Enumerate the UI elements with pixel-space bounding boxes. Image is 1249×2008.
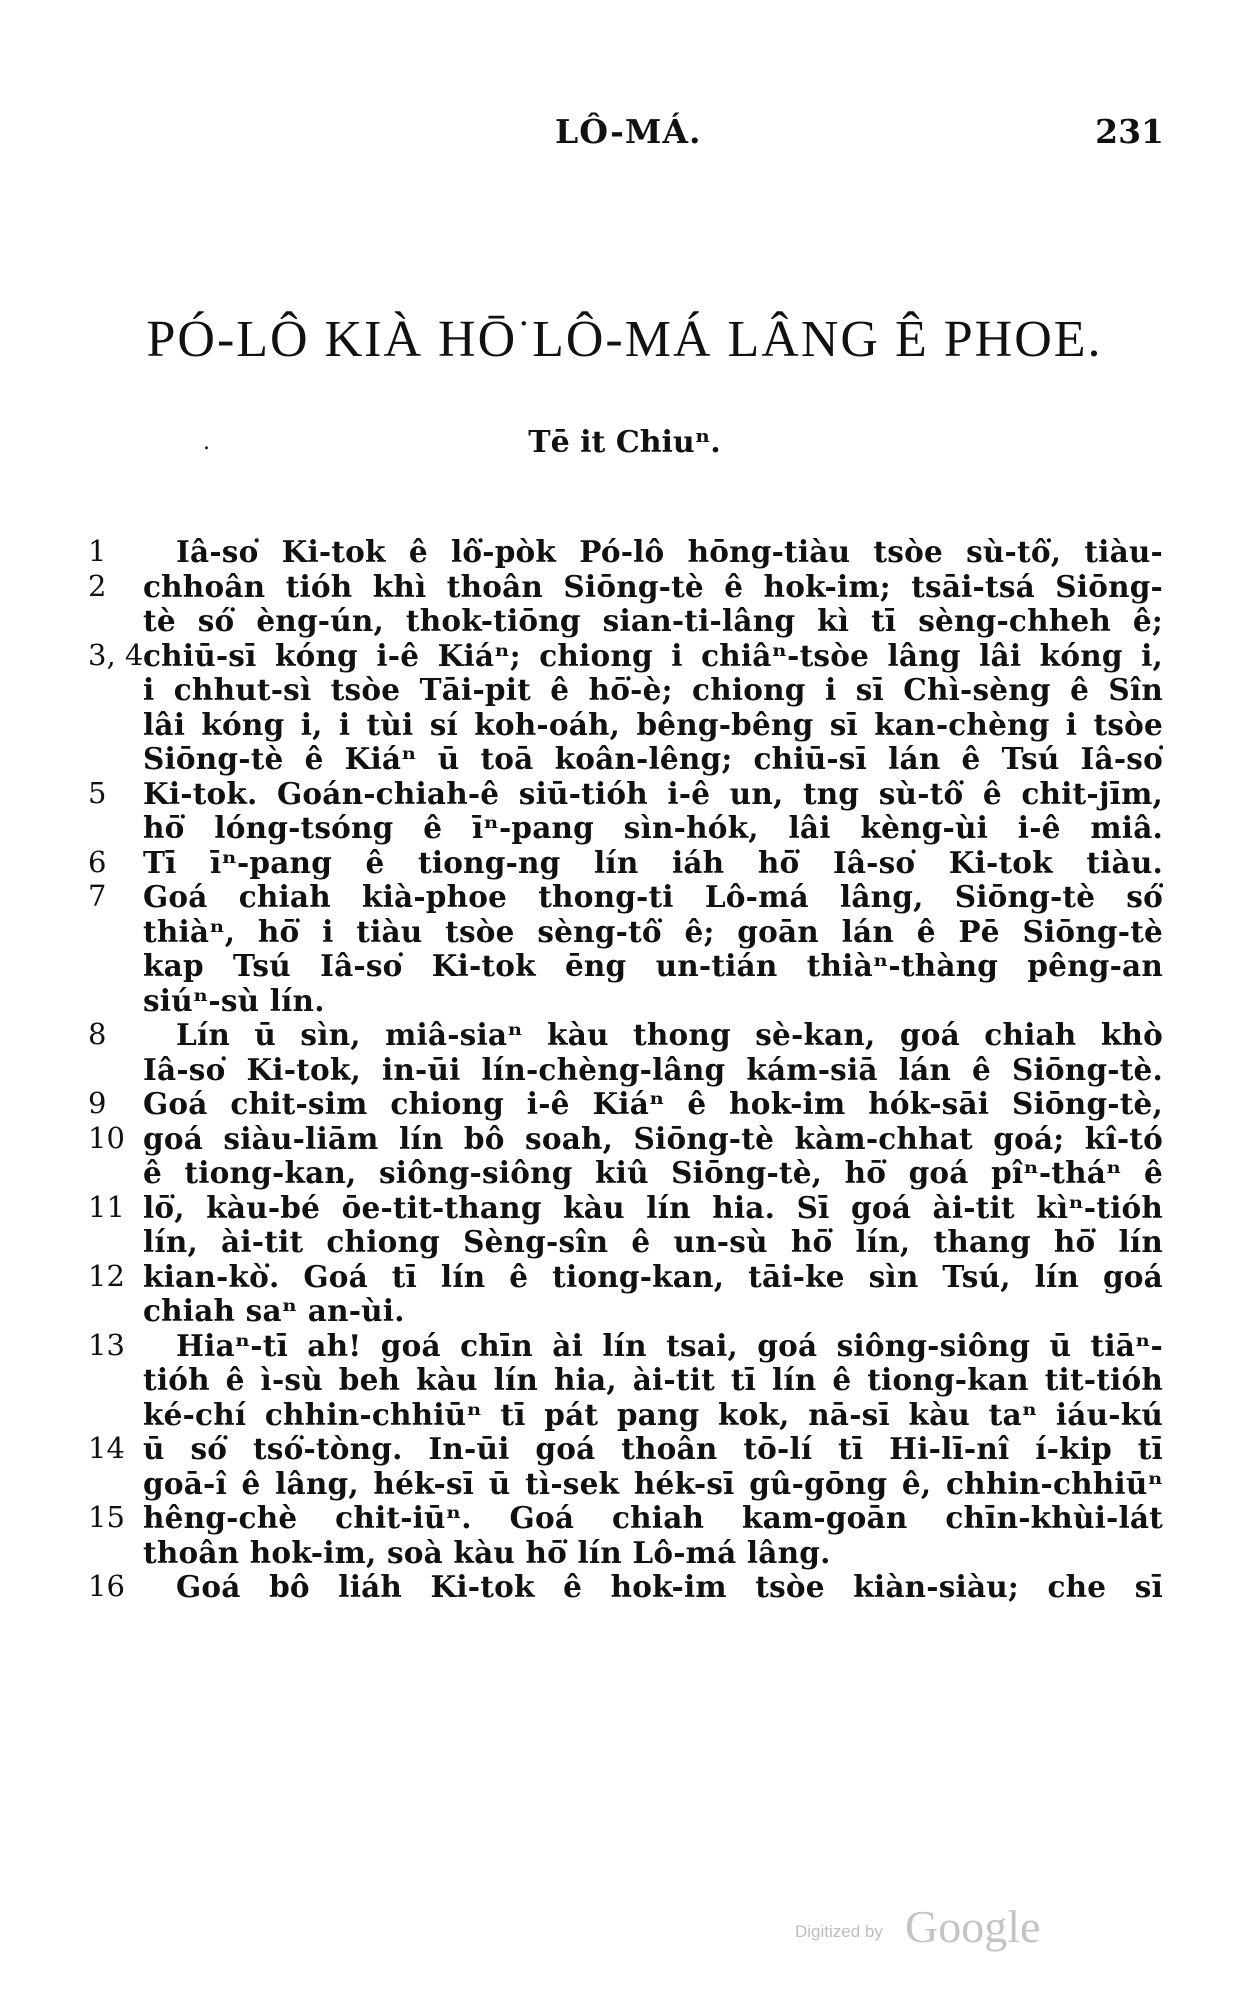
line-text: tióh ê ì-sù beh kàu lín hia, ài-tit tī lín ê tiong-kan tit-tióh	[143, 1362, 1163, 1397]
line-text: Ki-tok. Goán-chiah-ê siū-tióh i-ê un, tng sù-tô͘ ê chit-jīm,	[143, 775, 1163, 811]
line-text: goá siàu-liām lín bô soah, Siōng-tè kàm-chhat goá; kî-tó	[143, 1120, 1163, 1156]
line-text: hō͘ lóng-tsóng ê īⁿ-pang sìn-hók, lâi kèng-ùi i-ê miâ.	[143, 810, 1163, 845]
verse-number: 7	[88, 879, 107, 913]
line-text: chhoân tióh khì thoân Siōng-tè ê hok-im; tsāi-tsá Siōng-	[143, 568, 1163, 604]
line-text: Siōng-tè ê Kiáⁿ ū toā koân-lêng; chiū-sī lán ê Tsú Iâ-so͘	[143, 741, 1163, 776]
line-text: thiàⁿ, hō͘ i tiàu tsòe sèng-tô͘ ê; goān lán ê Pē Siōng-tè	[143, 913, 1163, 949]
line-text: i chhut-sì tsòe Tāi-pit ê hō͘-è; chiong i sī Chì-sèng ê Sîn	[143, 672, 1163, 707]
line-text: thoân hok-im, soà kàu hō͘ lín Lô-má lâng.	[143, 1534, 831, 1570]
line-text: chiah saⁿ an-ùi.	[143, 1293, 405, 1328]
verse-number: 16	[88, 1569, 125, 1603]
verse-number: 14	[88, 1431, 125, 1465]
line-text: lín, ài-tit chiong Sèng-sîn ê un-sù hō͘ lín, thang hō͘ lín	[143, 1224, 1163, 1259]
line-text: Iâ-so͘ Ki-tok, in-ūi lín-chèng-lâng kám-siā lán ê Siōng-tè.	[143, 1051, 1163, 1087]
verse-number: 10	[88, 1120, 125, 1155]
line-text: Goá chiah kià-phoe thong-ti Lô-má lâng, Siōng-tè só͘	[143, 879, 1163, 914]
verse-number: 9	[88, 1086, 107, 1120]
line-text: hêng-chè chit-iūⁿ. Goá chiah kam-goān chīn-khùi-lát	[143, 1500, 1163, 1535]
line-text: Goá bô liáh Ki-tok ê hok-im tsòe kiàn-siàu; che sī	[176, 1569, 1163, 1604]
line-text: Lín ū sìn, miâ-siaⁿ kàu thong sè-kan, goá chiah khò	[176, 1017, 1163, 1052]
line-text: kian-kò͘. Goá tī lín ê tiong-kan, tāi-ke sìn Tsú, lín goá	[143, 1258, 1163, 1294]
page-number: 231	[1095, 112, 1164, 151]
line-text: lō͘, kàu-bé ōe-tit-thang kàu lín hia. Sī goá ài-tit kìⁿ-tióh	[143, 1189, 1163, 1225]
verse-number: 3, 4	[88, 637, 144, 672]
verse-number: 6	[88, 844, 107, 879]
verse-number: 5	[88, 775, 107, 810]
line-text: goā-î ê lâng, hék-sī ū tì-sek hék-sī gû-gōng ê, chhin-chhiūⁿ	[143, 1465, 1163, 1501]
line-text: Goá chit-sim chiong i-ê Kiáⁿ ê hok-im hók-sāi Siōng-tè,	[143, 1086, 1163, 1121]
verse-number: 12	[88, 1258, 125, 1293]
stray-mark: .	[203, 430, 210, 455]
text-line	[0, 1565, 1249, 1609]
line-text: kap Tsú Iâ-so͘ Ki-tok ēng un-tián thiàⁿ-thàng pêng-an	[143, 948, 1163, 983]
line-text: lâi kóng i, i tùi sí koh-oáh, bêng-bêng sī kan-chèng i tsòe	[143, 706, 1163, 742]
line-text: tè só͘ èng-ún, thok-tiōng sian-ti-lâng kì tī sèng-chheh ê;	[143, 603, 1163, 638]
google-logo: Google	[905, 1901, 1041, 1952]
verse-number: 2	[88, 568, 107, 603]
line-text: ê tiong-kan, siông-siông kiû Siōng-tè, hō͘ goá pîⁿ-tháⁿ ê	[143, 1155, 1163, 1190]
page-title: PÓ-LÔ KIÀ HŌ͘ LÔ-MÁ LÂNG Ê PHOE.	[146, 311, 1103, 368]
verse-number: 15	[88, 1500, 125, 1534]
running-title: LÔ-MÁ.	[555, 112, 702, 151]
verse-number: 1	[88, 534, 107, 568]
line-text: siúⁿ-sù lín.	[143, 982, 325, 1018]
page-header	[0, 112, 1249, 162]
line-text: Hiaⁿ-tī ah! goá chīn ài lín tsai, goá siông-siông ū tiāⁿ-	[176, 1327, 1163, 1363]
line-text: ké-chí chhin-chhiūⁿ tī pát pang kok, nā-sī kàu taⁿ iáu-kú	[143, 1396, 1163, 1432]
line-text: Iâ-so͘ Ki-tok ê lô͘-pòk Pó-lô hōng-tiàu tsòe sù-tô͘, tiàu-	[176, 534, 1163, 569]
line-text: chiū-sī kóng i-ê Kiáⁿ; chiong i chiâⁿ-tsòe lâng lâi kóng i,	[143, 637, 1163, 673]
digitized-label: Digitized by	[795, 1922, 883, 1941]
verse-number: 11	[88, 1189, 125, 1224]
chapter-heading: Tē it Chiuⁿ.	[528, 425, 721, 460]
verse-number: 8	[88, 1017, 107, 1051]
verse-number: 13	[88, 1327, 125, 1362]
line-text: Tī īⁿ-pang ê tiong-ng lín iáh hō͘ Iâ-so͘ Ki-tok tiàu.	[143, 844, 1163, 880]
digitized-watermark	[795, 1900, 1065, 1960]
line-text: ū só͘ tsó͘-tòng. In-ūi goá thoân tō-lí tī Hi-lī-nî í-kip tī	[143, 1431, 1163, 1466]
